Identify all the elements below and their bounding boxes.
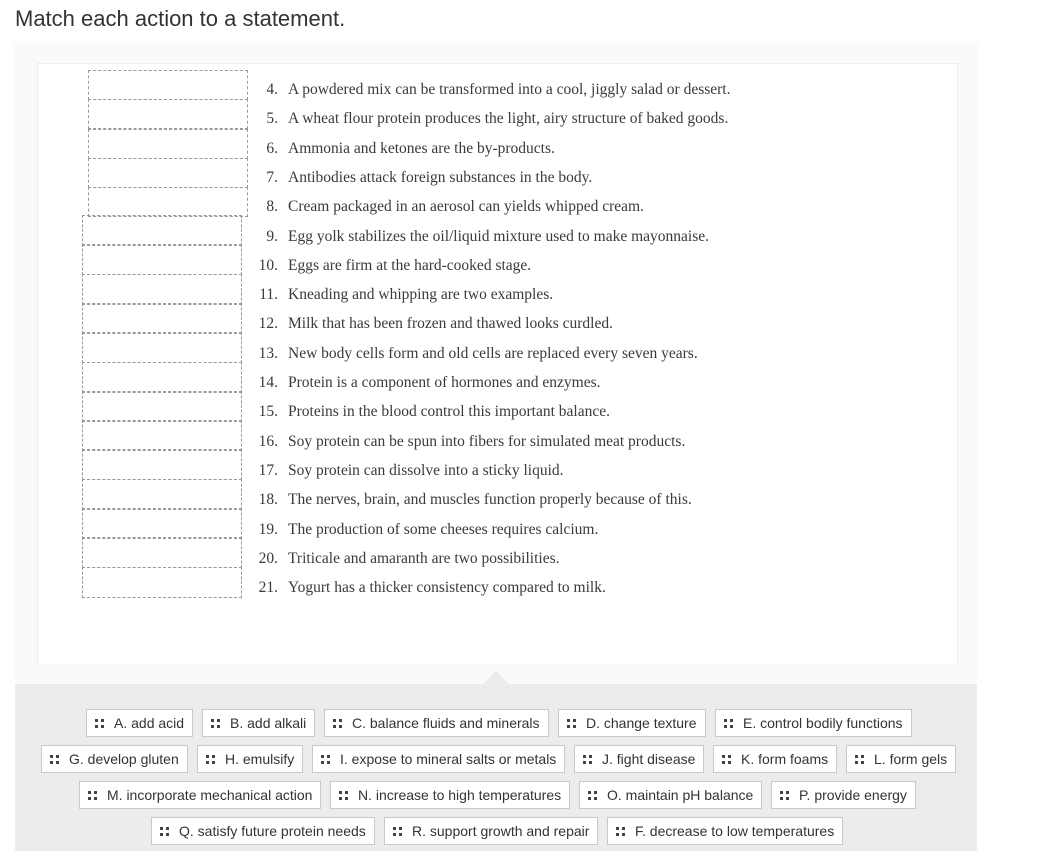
drag-handle-icon — [321, 755, 331, 765]
statement-row — [252, 167, 592, 189]
drag-handle-icon — [206, 755, 216, 765]
drag-handle-icon — [724, 719, 734, 729]
statement-number: 20. — [258, 549, 278, 567]
drag-handle-icon — [160, 827, 170, 837]
answer-chip[interactable] — [86, 709, 193, 737]
statement-number: 11. — [259, 286, 278, 304]
drag-handle-icon — [333, 719, 343, 729]
answer-chip-label: E. control bodily functions — [743, 715, 903, 731]
statement-number: 13. — [258, 344, 278, 362]
answer-drop-box[interactable] — [82, 391, 242, 422]
answer-drop-box[interactable] — [82, 508, 242, 539]
statement-number: 9. — [266, 227, 278, 245]
answer-chip[interactable] — [713, 745, 837, 773]
statement-text: A powdered mix can be transformed into a cool, jiggly salad or dessert. — [288, 81, 731, 98]
statement-row — [252, 372, 601, 394]
answer-drop-box[interactable] — [88, 70, 248, 100]
statement-row — [252, 313, 613, 335]
answer-drop-box[interactable] — [82, 567, 242, 598]
drag-handle-icon — [88, 791, 98, 801]
statement-row — [252, 255, 531, 277]
statement-row — [252, 460, 564, 482]
statement-text: Eggs are firm at the hard-cooked stage. — [288, 256, 532, 274]
answer-chip[interactable] — [79, 781, 321, 809]
answer-drop-box[interactable] — [82, 362, 242, 393]
statement-text: A wheat flour protein produces the light, airy structure of baked goods. — [288, 110, 729, 128]
statement-text: Ammonia and ketones are the by-products. — [288, 139, 555, 157]
statement-text: The nerves, brain, and muscles function properly because of this. — [288, 491, 692, 509]
drag-handle-icon — [95, 719, 105, 729]
statement-text: Antibodies attack foreign substances in the body. — [288, 168, 593, 186]
answer-chip-label: C. balance fluids and minerals — [352, 715, 540, 731]
answer-chip-label: L. form gels — [874, 751, 948, 767]
statement-text: Protein is a component of hormones and enzymes. — [288, 374, 601, 391]
statement-number: 19. — [258, 520, 278, 538]
statement-text: Cream packaged in an aerosol can yields whipped cream. — [288, 198, 644, 216]
drag-handle-icon — [583, 755, 593, 765]
statement-row — [252, 431, 685, 453]
drag-handle-icon — [722, 755, 732, 765]
answer-drop-box[interactable] — [82, 479, 242, 510]
answer-chip-label: N. increase to high temperatures — [358, 787, 562, 803]
answer-chip[interactable] — [312, 745, 565, 773]
answer-chip[interactable] — [574, 745, 704, 773]
answer-chip-label: M. incorporate mechanical action — [107, 787, 313, 803]
answer-chip[interactable] — [384, 817, 598, 845]
statement-number: 21. — [258, 579, 278, 597]
statement-row — [252, 489, 692, 511]
statement-text: Soy protein can be spun into fibers for simulated meat products. — [288, 432, 686, 450]
statement-text: Kneading and whipping are two examples. — [288, 286, 554, 304]
drag-handle-icon — [339, 791, 349, 801]
answer-chip[interactable] — [202, 709, 315, 737]
drag-handle-icon — [780, 791, 790, 801]
answer-chip-label: H. emulsify — [225, 751, 295, 767]
answer-drop-box[interactable] — [82, 420, 242, 451]
statement-number: 16. — [258, 432, 278, 450]
answer-chip[interactable] — [324, 709, 549, 737]
answer-drop-box[interactable] — [82, 332, 242, 363]
drag-handle-icon — [211, 719, 221, 729]
statement-text: Milk that has been frozen and thawed looks curdled. — [288, 315, 613, 333]
answer-drop-box[interactable] — [82, 215, 242, 246]
answer-chip-label: A. add acid — [114, 715, 185, 731]
statement-number: 14. — [258, 374, 278, 391]
answer-drop-box[interactable] — [82, 303, 242, 334]
statement-number: 15. — [258, 403, 278, 421]
statement-text: Proteins in the blood control this important balance. — [288, 403, 610, 421]
drag-handle-icon — [567, 719, 577, 729]
answer-chip[interactable] — [330, 781, 570, 809]
answer-chip-label: D. change texture — [586, 715, 697, 731]
answer-chip[interactable] — [846, 745, 956, 773]
answer-chip-label: F. decrease to low temperatures — [635, 823, 835, 839]
statement-text: New body cells form and old cells are replaced every seven years. — [288, 344, 698, 362]
answer-chip-label: Q. satisfy future protein needs — [179, 823, 366, 839]
statement-text: Yogurt has a thicker consistency compared to milk. — [288, 579, 606, 597]
statement-number: 12. — [258, 315, 278, 333]
answer-drop-box[interactable] — [88, 187, 248, 217]
answer-chip-label: R. support growth and repair — [412, 823, 590, 839]
statement-text: The production of some cheeses requires calcium. — [288, 520, 599, 538]
answer-chip-label: K. form foams — [741, 751, 829, 767]
answer-drop-box[interactable] — [88, 99, 248, 129]
answer-drop-box[interactable] — [88, 129, 248, 159]
statement-row — [252, 284, 553, 306]
statement-row — [252, 401, 610, 423]
answer-chip-label: G. develop gluten — [69, 751, 179, 767]
statement-row — [252, 226, 709, 248]
statement-row — [252, 343, 698, 365]
drag-handle-icon — [855, 755, 865, 765]
answer-chip[interactable] — [151, 817, 375, 845]
answer-chip[interactable] — [715, 709, 912, 737]
answer-chip-label: P. provide energy — [799, 787, 907, 803]
answer-chip-label: O. maintain pH balance — [607, 787, 754, 803]
statement-number: 7. — [266, 168, 278, 186]
statement-row — [252, 519, 598, 541]
question-prompt: Match each action to a statement. — [15, 6, 346, 31]
statement-number: 10. — [258, 256, 278, 274]
answer-chip[interactable] — [558, 709, 706, 737]
statement-row — [252, 196, 644, 218]
answer-drop-box[interactable] — [82, 244, 242, 275]
statement-text: Triticale and amaranth are two possibilities. — [288, 549, 560, 567]
statement-number: 17. — [258, 461, 278, 479]
statement-number: 8. — [266, 198, 278, 216]
answer-chip[interactable] — [607, 817, 843, 845]
drag-handle-icon — [393, 827, 403, 837]
statement-number: 18. — [258, 491, 278, 509]
statement-number: 5. — [266, 110, 278, 128]
statement-row — [252, 79, 731, 101]
statement-text: Soy protein can dissolve into a sticky liquid. — [288, 461, 564, 479]
answer-drop-box[interactable] — [88, 158, 248, 188]
statement-row — [252, 577, 606, 599]
answer-chip[interactable] — [197, 745, 303, 773]
statement-row — [252, 548, 559, 570]
statement-row — [252, 108, 728, 130]
answer-drop-box[interactable] — [82, 449, 242, 480]
statement-text: Egg yolk stabilizes the oil/liquid mixture used to make mayonnaise. — [288, 227, 710, 245]
drag-handle-icon — [588, 791, 598, 801]
answer-chip-label: I. expose to mineral salts or metals — [340, 751, 557, 767]
drag-handle-icon — [616, 827, 626, 837]
statement-number: 4. — [266, 81, 278, 98]
bank-pointer — [483, 671, 509, 684]
answer-chip[interactable] — [41, 745, 188, 773]
answer-chip[interactable] — [771, 781, 916, 809]
answer-chip-label: B. add alkali — [230, 715, 307, 731]
statement-number: 6. — [266, 139, 278, 157]
answer-chip-label: J. fight disease — [602, 751, 696, 767]
answer-chip[interactable] — [579, 781, 762, 809]
statement-row — [252, 138, 555, 160]
answer-drop-box[interactable] — [82, 274, 242, 305]
drag-handle-icon — [50, 755, 60, 765]
answer-drop-box[interactable] — [82, 537, 242, 568]
